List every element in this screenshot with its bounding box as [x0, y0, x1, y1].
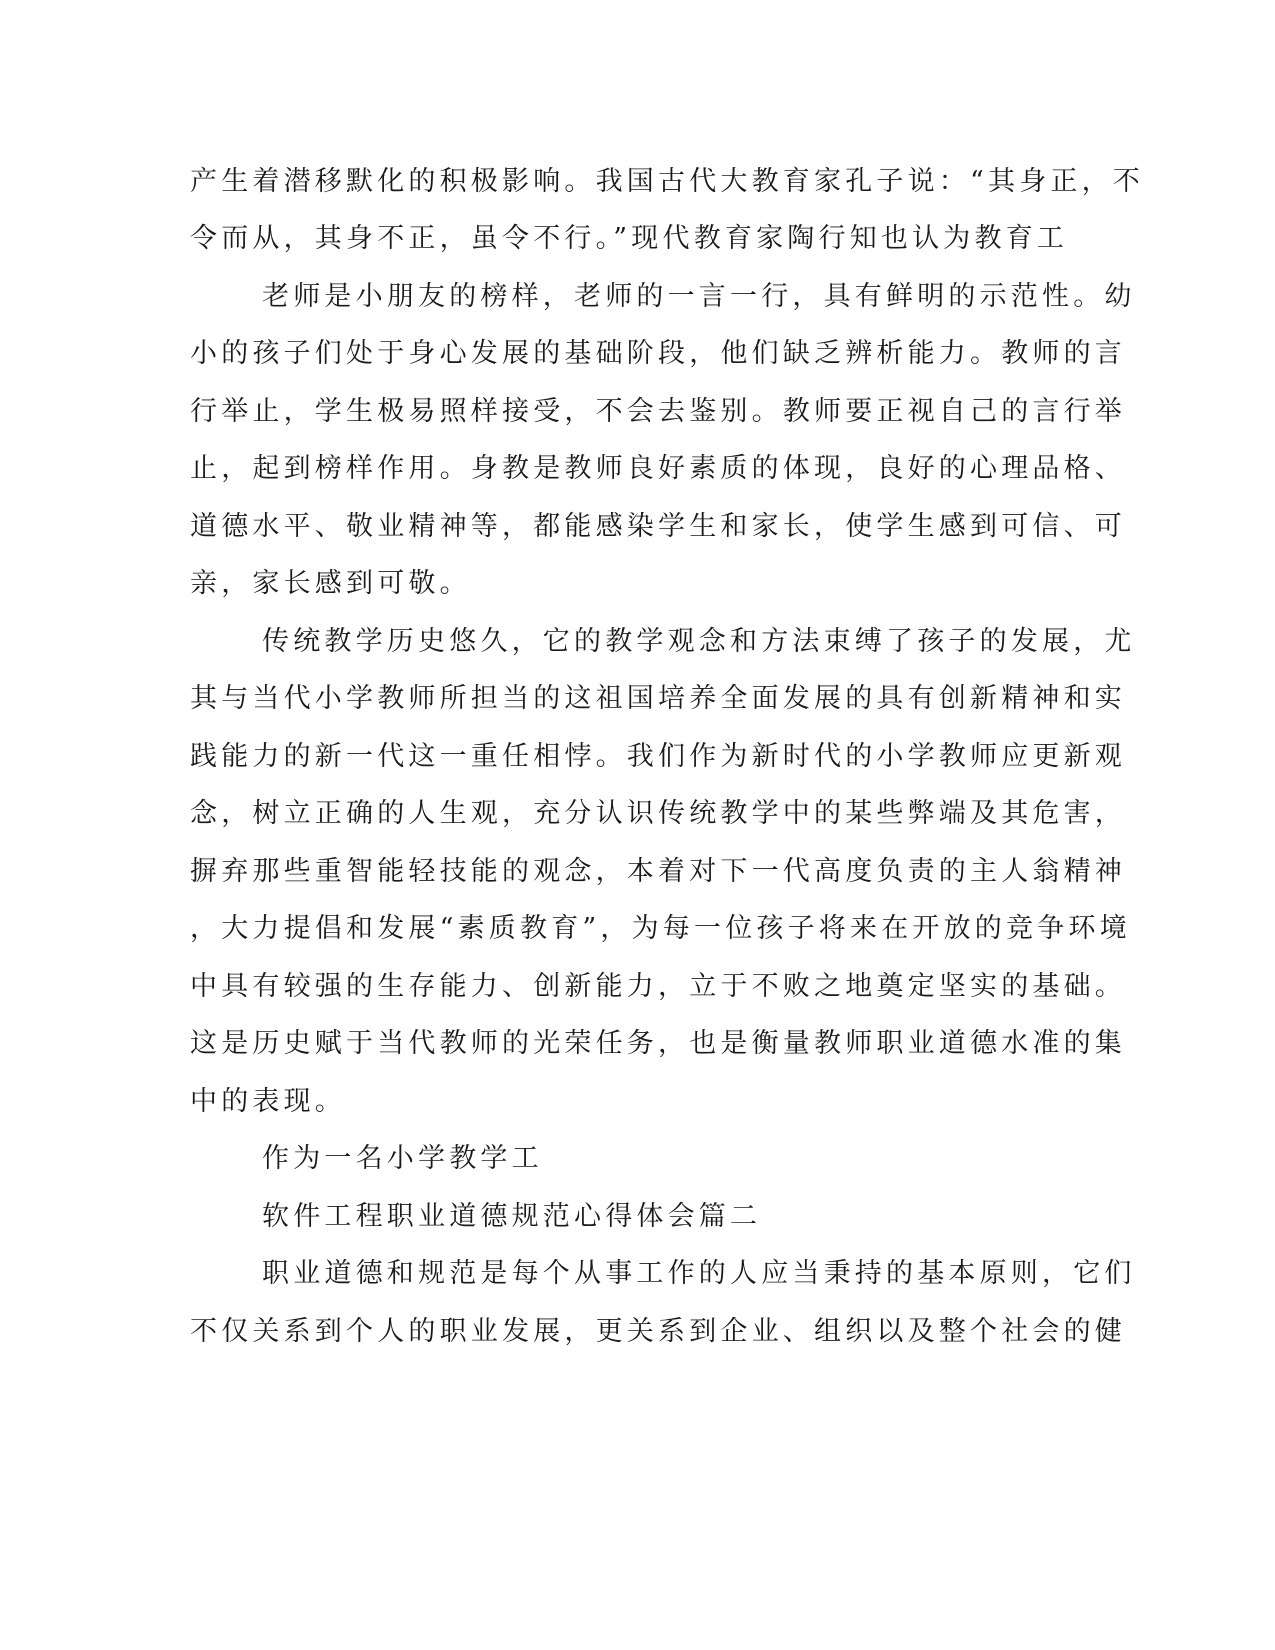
text-line: 令而从，其身不正，虽令不行。”现代教育家陶行知也认为教育工 [190, 223, 1069, 254]
paragraph-start-line: 作为一名小学教学工 [262, 1143, 543, 1174]
text-line: 止，起到榜样作用。身教是教师良好素质的体现，良好的心理品格、 [190, 453, 1126, 484]
text-line: 念，树立正确的人生观，充分认识传统教学中的某些弊端及其危害， [190, 798, 1126, 829]
paragraph-start-line: 老师是小朋友的榜样，老师的一言一行，具有鲜明的示范性。幼 [262, 281, 1136, 312]
paragraph-start-line: 职业道德和规范是每个从事工作的人应当秉持的基本原则，它们 [262, 1258, 1136, 1289]
text-line: 行举止，学生极易照样接受，不会去鉴别。教师要正视自己的言行举 [190, 396, 1126, 427]
paragraph-start-line: 传统教学历史悠久，它的教学观念和方法束缚了孩子的发展，尤 [262, 626, 1136, 657]
text-line: 其与当代小学教师所担当的这祖国培养全面发展的具有创新精神和实 [190, 683, 1126, 714]
text-line: ，大力提倡和发展“素质教育”，为每一位孩子将来在开放的竞争环境 [190, 913, 1131, 944]
text-line: 不仅关系到个人的职业发展，更关系到企业、组织以及整个社会的健 [190, 1316, 1126, 1347]
text-line: 践能力的新一代这一重任相悖。我们作为新时代的小学教师应更新观 [190, 741, 1126, 772]
text-line: 摒弃那些重智能轻技能的观念，本着对下一代高度负责的主人翁精神 [190, 856, 1126, 887]
text-line: 这是历史赋于当代教师的光荣任务，也是衡量教师职业道德水准的集 [190, 1028, 1126, 1059]
text-line: 亲，家长感到可敬。 [190, 568, 471, 599]
text-line: 产生着潜移默化的积极影响。我国古代大教育家孔子说：“其身正，不 [190, 166, 1145, 197]
text-line: 小的孩子们处于身心发展的基础阶段，他们缺乏辨析能力。教师的言 [190, 338, 1126, 369]
text-line: 道德水平、敬业精神等，都能感染学生和家长，使学生感到可信、可 [190, 511, 1126, 542]
section-heading: 软件工程职业道德规范心得体会篇二 [262, 1201, 762, 1232]
text-line: 中的表现。 [190, 1086, 346, 1117]
text-line: 中具有较强的生存能力、创新能力，立于不败之地奠定坚实的基础。 [190, 971, 1126, 1002]
